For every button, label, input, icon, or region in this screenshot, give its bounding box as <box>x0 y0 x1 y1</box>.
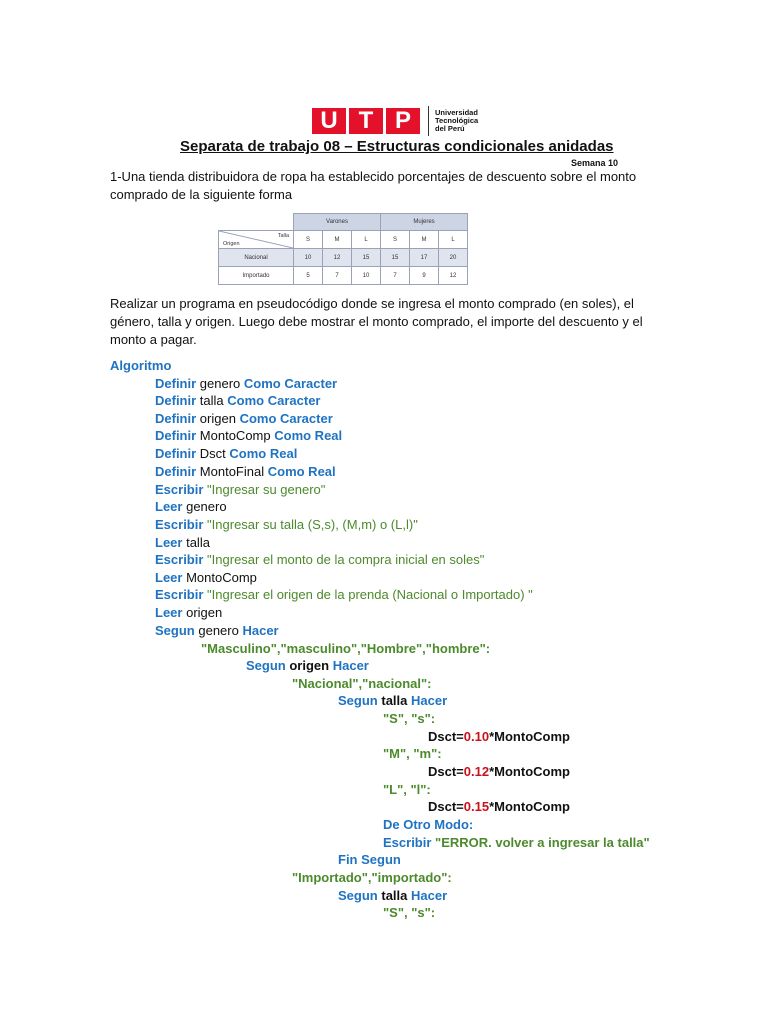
code-line: Segun origen Hacer <box>246 658 369 673</box>
code-line: Definir talla Como Caracter <box>155 393 321 408</box>
code-line: De Otro Modo: <box>383 817 474 832</box>
code-line: Definir Dsct Como Real <box>155 446 298 461</box>
table-cell: 20 <box>439 249 468 267</box>
group-header-varones: Varones <box>294 214 381 231</box>
utp-logo <box>312 106 478 136</box>
intro-paragraph: 1-Una tienda distribuidora de ropa ha establecido porcentajes de descuento sobre el monto comprado de la siguiente forma <box>110 169 637 202</box>
code-line: Segun talla Hacer <box>338 693 448 708</box>
table-cell: 7 <box>323 267 352 285</box>
code-line: Escribir "Ingresar su genero" <box>155 482 326 497</box>
task-paragraph: Realizar un programa en pseudocódigo donde se ingresa el monto comprado (en soles), el género, talla y origen. Luego debe mostrar el monto comprado, el importe del descuento y el monto a pagar. <box>110 296 643 347</box>
code-line: Definir origen Como Caracter <box>155 411 333 426</box>
discount-table <box>218 213 468 285</box>
code-line: Escribir "Ingresar el monto de la compra inicial en soles" <box>155 552 485 567</box>
size-header: S <box>294 231 323 249</box>
code-line: Leer MontoComp <box>155 570 257 585</box>
table-cell: 10 <box>294 249 323 267</box>
week-label: Semana 10 <box>571 158 619 168</box>
code-line: "S", "s": <box>383 711 436 726</box>
logo-letter-p: P <box>386 108 420 134</box>
group-header-mujeres: Mujeres <box>381 214 468 231</box>
row-label: Importado <box>219 267 294 285</box>
code-line: Segun genero Hacer <box>155 623 279 638</box>
code-line: Dsct=0.10*MontoComp <box>428 729 570 744</box>
code-line: "Importado","importado": <box>292 870 452 885</box>
logo-letter-t: T <box>349 108 383 134</box>
table-blank-cell <box>219 214 294 231</box>
code-line: Dsct=0.15*MontoComp <box>428 799 570 814</box>
code-line: Fin Segun <box>338 852 401 867</box>
size-header: S <box>381 231 410 249</box>
code-line: Definir genero Como Caracter <box>155 376 338 391</box>
code-line: Algoritmo <box>110 358 172 373</box>
table-cell: 10 <box>352 267 381 285</box>
code-line: "L", "l": <box>383 782 431 797</box>
size-header: L <box>439 231 468 249</box>
table-row <box>219 267 468 285</box>
code-line: Leer genero <box>155 499 227 514</box>
code-line: Definir MontoFinal Como Real <box>155 464 336 479</box>
table-cell: 12 <box>439 267 468 285</box>
code-line: Leer origen <box>155 605 223 620</box>
header-banner <box>133 88 648 168</box>
code-line: "S", "s": <box>383 905 436 920</box>
table-cell: 17 <box>410 249 439 267</box>
logo-divider <box>428 106 429 136</box>
code-line: Escribir "Ingresar su talla (S,s), (M,m) o (L,l)" <box>155 517 418 532</box>
code-line: Dsct=0.12*MontoComp <box>428 764 570 779</box>
table-cell: 9 <box>410 267 439 285</box>
code-line: Escribir "Ingresar el origen de la prenda (Nacional o Importado) " <box>155 587 533 602</box>
code-line: Definir MontoComp Como Real <box>155 428 343 443</box>
code-line: "M", "m": <box>383 746 442 761</box>
code-line: Leer talla <box>155 535 210 550</box>
table-cell: 15 <box>352 249 381 267</box>
row-label: Nacional <box>219 249 294 267</box>
size-header: M <box>323 231 352 249</box>
table-row <box>219 249 468 267</box>
size-header: L <box>352 231 381 249</box>
table-cell: 7 <box>381 267 410 285</box>
size-header: M <box>410 231 439 249</box>
table-cell: 15 <box>381 249 410 267</box>
table-corner-cell <box>219 231 294 249</box>
table-cell: 12 <box>323 249 352 267</box>
code-line: "Masculino","masculino","Hombre","hombre": <box>201 641 491 656</box>
corner-label-talla: Talla <box>277 233 289 239</box>
logo-text: Universidad Tecnológica del Perú <box>435 108 479 133</box>
code-line: Escribir "ERROR. volver a ingresar la talla" <box>383 835 650 850</box>
code-line: "Nacional","nacional": <box>292 676 432 691</box>
code-line: Segun talla Hacer <box>338 888 448 903</box>
document-title: Separata de trabajo 08 – Estructuras condicionales anidadas <box>180 138 614 155</box>
table-cell: 5 <box>294 267 323 285</box>
corner-label-origen: Origen <box>223 241 240 247</box>
logo-letter-u: U <box>312 108 346 134</box>
